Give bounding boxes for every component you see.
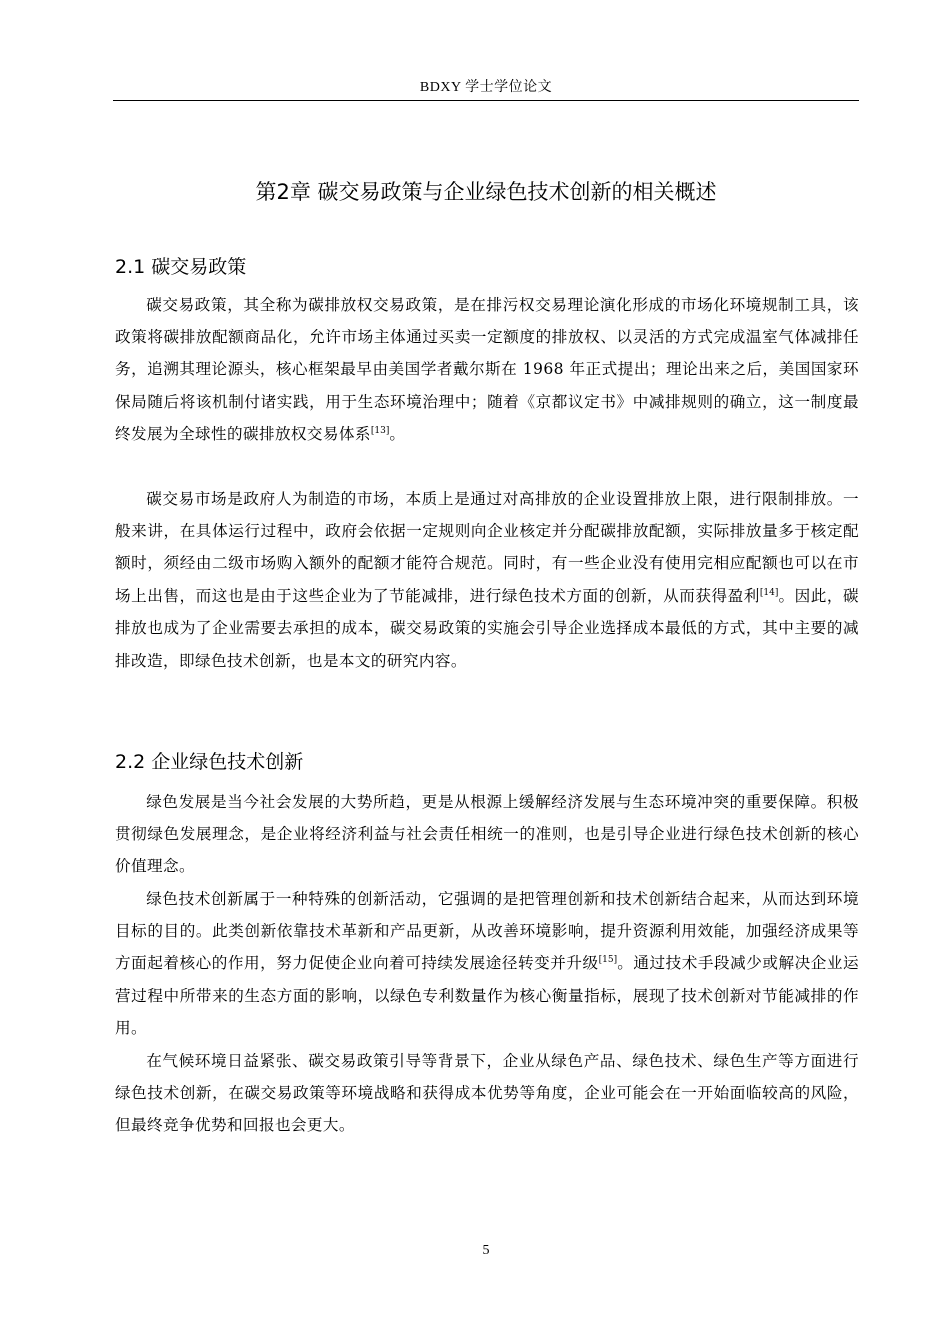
citation: [14] [759,587,779,598]
paragraph: 在气候环境日益紧张、碳交易政策引导等背景下，企业从绿色产品、绿色技术、绿色生产等方面进行绿色技术创新，在碳交易政策等环境战略和获得成本优势等角度，企业可能会在一开始面临较高的风险，但最终竞争优势和回报也会更大。 [115,1051,859,1135]
paragraph: 碳交易政策，其全称为碳排放权交易政策，是在排污权交易理论演化形成的市场化环境规制工具，该政策将碳排放配额商品化，允许市场主体通过买卖一定额度的排放权、以灵活的方式完成温室气体减排任务，追溯其理论源头，核心框架最早由美国学者戴尔斯在 1968 年正式提出；理论出来之后，美国国家环保局随后将该机制付诸实践，用于生态环境治理中；随着《京都议定书》中减排规则的确立，这一制度最终发展为全球性的碳排放权交易体系[13]。 [115,295,859,444]
paragraph: 绿色技术创新属于一种特殊的创新活动，它强调的是把管理创新和技术创新结合起来，从而达到环境目标的目的。此类创新依靠技术革新和产品更新，从改善环境影响，提升资源利用效能，加强经济成果等方面起着核心的作用，努力促使企业向着可持续发展途径转变并升级[15]。通过技术手段减少或解决企业运营过程中所带来的生态方面的影响，以绿色专利数量作为核心衡量指标，展现了技术创新对节能减排的作用。 [115,889,859,1038]
chapter-title: 第2章 碳交易政策与企业绿色技术创新的相关概述 [255,180,717,204]
section-heading-2-1: 2.1 碳交易政策 [115,256,247,278]
paragraph: 碳交易市场是政府人为制造的市场，本质上是通过对高排放的企业设置排放上限，进行限制排放。一般来讲，在具体运行过程中，政府会依据一定规则向企业核定并分配碳排放配额，实际排放量多于核定配额时，须经由二级市场购入额外的配额才能符合规范。同时，有一些企业没有使用完相应配额也可以在市场上出售，而这也是由于这些企业为了节能减排，进行绿色技术方面的创新，从而获得盈利[14]。因此，碳排放也成为了企业需要去承担的成本，碳交易政策的实施会引导企业选择成本最低的方式，其中主要的减排改造，即绿色技术创新，也是本文的研究内容。 [115,489,859,670]
citation: [13] [370,426,390,437]
citation: [15] [598,955,618,966]
running-header: BDXY 学士学位论文 [419,80,553,95]
paragraph: 绿色发展是当今社会发展的大势所趋，更是从根源上缓解经济发展与生态环境冲突的重要保障。积极贯彻绿色发展理念，是企业将经济利益与社会责任相统一的准则，也是引导企业进行绿色技术创新的核心价值理念。 [115,792,859,876]
section-heading-2-2: 2.2 企业绿色技术创新 [115,751,304,773]
header-rule [113,100,859,101]
page-number: 5 [482,1243,490,1258]
